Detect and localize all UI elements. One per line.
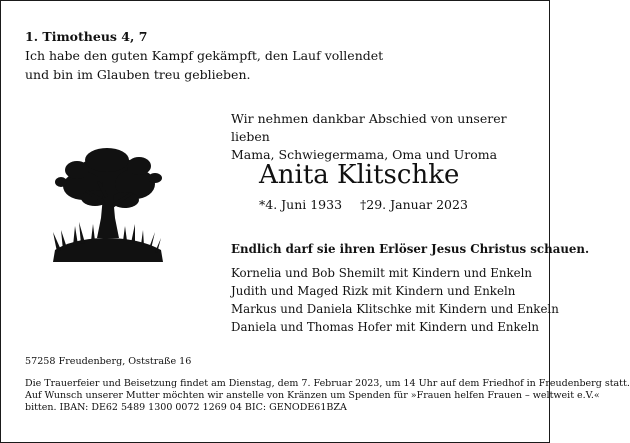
farewell-intro <box>231 110 549 164</box>
notice-line: Auf Wunsch unserer Mutter möchten wir anstelle von Kränzen um Spenden für »Frauen helfen Frauen – weltweit e.V.« <box>25 390 600 401</box>
family-address: 57258 Freudenberg, Oststraße 16 <box>25 356 192 367</box>
notice-line: Die Trauerfeier und Beisetzung findet am Dienstag, dem 7. Februar 2023, um 14 Uhr auf dem Friedhof in Freudenberg statt. <box>25 378 630 389</box>
intro-line: Mama, Schwiegermama, Oma und Uroma <box>231 147 498 162</box>
verse-reference: 1. Timotheus 4, 7 <box>25 29 148 44</box>
life-dates <box>259 197 468 213</box>
intro-line: Wir nehmen dankbar Abschied von unserer lieben <box>231 111 507 144</box>
mourner-line: Markus und Daniela Klitschke mit Kindern und Enkeln <box>231 302 559 316</box>
verse-line: Ich habe den guten Kampf gekämpft, den Lauf vollendet <box>25 48 384 63</box>
bible-verse <box>25 27 383 84</box>
closing-quote: Endlich darf sie ihren Erlöser Jesus Christus schauen. <box>231 242 590 256</box>
death-date: †29. Januar 2023 <box>360 197 468 212</box>
birth-date: *4. Juni 1933 <box>259 197 343 212</box>
mourners-list <box>231 264 559 336</box>
funeral-notice <box>25 378 630 414</box>
mourner-line: Kornelia und Bob Shemilt mit Kindern und Enkeln <box>231 266 532 280</box>
deceased-name: Anita Klitschke <box>259 160 460 190</box>
tree-illustration-icon <box>47 146 167 264</box>
mourner-line: Judith und Maged Rizk mit Kindern und Enkeln <box>231 284 516 298</box>
notice-line: bitten. IBAN: DE62 5489 1300 0072 1269 04 BIC: GENODE61BZA <box>25 402 347 413</box>
verse-line: und bin im Glauben treu geblieben. <box>25 67 251 82</box>
mourner-line: Daniela und Thomas Hofer mit Kindern und Enkeln <box>231 320 539 334</box>
